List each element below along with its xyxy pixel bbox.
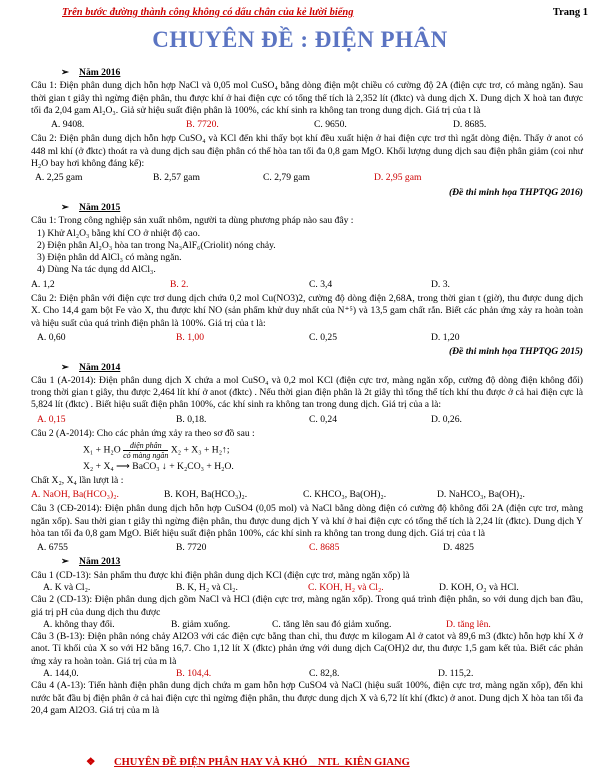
option-d: D. 2,95 gam: [374, 172, 422, 184]
option-c: C. 0,25: [309, 331, 337, 343]
option-b: B. K, H₂ và Cl₂.: [176, 581, 238, 593]
question-text: Câu 2: Điện phân với điện cực trơ dung dịch chứa 0,2 mol Cu(NO3)2, cường độ dòng điện 2,68A, trong thời gian t (giờ), thu được dung dịch X. Cho 14,4 gam bột Fe vào X, thu được khí NO (sản phẩm khử duy nhất của N⁺⁵) và 13,5 gam chất rắn. Biết các phản ứng xảy ra hoàn toàn và hiệu suất của quá trình điện phân là 100%. Giá trị của t là:: [31, 293, 583, 329]
question-text: Câu 1 (CD-13): Sản phẩm thu được khi điện phân dung dịch KCl (điện cực trơ, màng ngăn xốp) là: [31, 569, 410, 581]
year-heading-2016: ➢ Năm 2016: [61, 67, 121, 78]
list-item: 1) Khử Al₂O₃ bằng khí CO ở nhiệt độ cao.: [37, 227, 200, 239]
answer-options: [31, 414, 583, 426]
answer-options: [31, 542, 583, 554]
footer: [86, 757, 410, 769]
question-text: Câu 1 (A-2014): Điện phân dung dịch X chứa a mol CuSO₄ và 0,2 mol KCl (điện cực trơ, màng ngăn xốp, cường độ dòng điện không đổi) trong thời gian t giây, thu được 2,464 lít khí ở anot (đktc) . Nếu thời gian điện phân là 2t giây thì tổng thể tích khí thu được ở cả hai điện cực là 5,824 lít (đktc) . Biết hiệu suất điện phân 100%, các khí sinh ra không tan trong dung dịch. Giá trị của a là:: [31, 374, 583, 411]
year-heading-2015: ➢ Năm 2015: [61, 201, 121, 213]
option-c: C. 9650.: [314, 119, 347, 131]
option-a: A. 0,15: [37, 413, 66, 425]
option-d: D. NaHCO₃, Ba(OH)₂.: [437, 488, 525, 500]
option-a: A. 0,60: [37, 331, 66, 343]
answer-options: [31, 279, 583, 291]
option-b: B. 7720: [176, 542, 207, 554]
option-d: D. 8685.: [453, 119, 487, 131]
diamond-bullet-icon: ❖: [86, 757, 96, 768]
option-b: B. 104,4.: [176, 668, 212, 680]
answer-options: [31, 619, 583, 631]
option-b: B. 0,18.: [176, 413, 207, 425]
answer-options: [31, 119, 583, 131]
content: [31, 64, 583, 717]
option-b: B. 2,57 gam: [153, 172, 200, 184]
option-b: B. 1,00: [176, 331, 204, 343]
question-text: Câu 3 (B-13): Điện phân nóng chảy Al2O3 với các điện cực bằng than chì, thu được m kilogam Al ở catot và 89,6 m3 (đktc) hỗn hợp khí X ở anot. Tỉ khối của X so với H2 bằng 16,7. Cho 1,12 lít X (đktc) phản ứng với dung dịch Ca(OH)2 dư, thu được 1,5 gam kết tủa. Biết các phản ứng xảy ra hoàn toàn. Giá trị của m là: [31, 631, 583, 667]
page-number: Trang 1: [552, 7, 588, 18]
page-title: CHUYÊN ĐỀ : ĐIỆN PHÂN: [152, 27, 448, 52]
option-b: B. 2.: [170, 278, 189, 290]
option-b: B. KOH, Ba(HCO₃)₂.: [164, 488, 248, 500]
option-a: A. 2,25 gam: [35, 172, 83, 184]
header-motto: Trên bước đường thành công không có dấu chân của kẻ lười biếng: [62, 7, 354, 18]
option-d: D. tăng lên.: [446, 618, 491, 630]
arrow-bullet-icon: ➢: [61, 201, 70, 213]
option-b: B. giảm xuống.: [171, 618, 231, 630]
option-a: A. NaOH, Ba(HCO₃)₂.: [31, 488, 119, 500]
option-a: A. không thay đổi.: [43, 618, 115, 630]
reaction-condition: $\frac{\text{điện phân}}{\text{có màng ngăn}}$: [123, 441, 169, 461]
answer-options: [31, 172, 583, 184]
list-item: 3) Điện phân dd AlCl₃ có màng ngăn.: [37, 252, 182, 264]
list-item: 4) Dùng Na tác dụng dd AlCl₃.: [37, 264, 156, 276]
question-text: Câu 4 (A-13): Tiến hành điện phân dung dịch chứa m gam hỗn hợp CuSO4 và NaCl (hiệu suất 100%, điện cực trơ, màng ngăn xốp), đến khi nước bắt đầu bị điện phân ở cả hai điện cực thì ngừng điện phân, thu được dung dịch X và 6,72 lít khí (đktc) ở anot. Dung dịch X hòa tan tối đa 20,4 gam Al2O3. Giá trị của m là: [31, 680, 583, 716]
question-text: Câu 2: Điện phân dung dịch hỗn hợp CuSO₄ và KCl đến khi thấy bọt khí đều xuất hiện ở hai điện cực trơ thì ngắt dòng điện. Thấy ở anot có 448 ml khí (ở đktc) thoát ra và dung dịch sau điện phân có thể hòa tan tối đa 0,8 gam MgO. Khối lượng dung dịch sau điện phân giảm (coi như H₂O bay hơi không đáng kể):: [31, 133, 583, 170]
option-c: C. 8685: [309, 542, 340, 554]
answer-options: [31, 668, 583, 680]
question-text: Câu 1: Điện phân dung dịch hỗn hợp NaCl và 0,05 mol CuSO₄ bằng dòng điện một chiều có cường độ 2A (điện cực trơ, có màng ngăn). Sau thời gian t giây thì ngừng điện phân, thu được khí ở hai điện cực có tổng thể tích là 2,352 lít (đktc) và dung dịch X. Dung dịch X hoà tan được tối đa 2,04 gam Al₂O₃. Giả sử hiệu suất điện phân là 100%, các khí sinh ra không tan trong dung dịch. Giá trị của t là: [31, 80, 583, 116]
question-text: Câu 2 (CD-13): Điện phân dung dịch gồm NaCl và HCl (điện cực trơ, màng ngăn xốp). Trong quá trình điện phân, so với dung dịch ban đầu, giá trị pH của dung dịch thu được: [31, 594, 583, 618]
option-a: A. 144,0.: [43, 668, 79, 680]
option-c: C. 0,24: [309, 413, 337, 425]
option-c: C. KOH, H₂ và Cl₂.: [308, 581, 384, 593]
year-heading-2014: ➢ Năm 2014: [61, 361, 121, 373]
option-d: D. 1,20: [431, 331, 460, 343]
question-text: Câu 3 (CĐ-2014): Điện phân dung dịch hỗn hợp CuSO4 (0,05 mol) và NaCl bằng dòng điện có cường độ không đổi 2A (điện cực trơ, màng ngăn xốp). Sau thời gian t giây thì ngừng điện phân, thu được dung dịch Y và khí ở hai điện cực có tổng thể tích là 2,24 lít (đktc). Dung dịch Y hòa tan tối đa 0,8 gam MgO. Biết hiệu suất điện phân 100%, các khí sinh ra không tan trong dung dịch. Giá trị của t là: [31, 503, 583, 539]
option-b: B. 7720.: [186, 119, 219, 131]
option-c: C. tăng lên sau đó giảm xuống.: [272, 618, 392, 630]
question-text: Chất X₂, X₄ lần lượt là :: [31, 474, 124, 486]
option-a: A. 9408.: [51, 119, 85, 131]
footer-text: CHUYÊN ĐỀ ĐIỆN PHÂN HAY VÀ KHÓ _ NTL_KIÊN GIANG: [114, 757, 410, 768]
option-d: D. 0,26.: [431, 413, 462, 425]
arrow-bullet-icon: ➢: [61, 556, 70, 568]
arrow-bullet-icon: ➢: [61, 361, 70, 373]
reaction-equation-2: X₂ + X₄ ⟶ BaCO₃ ↓ + K₂CO₃ + H₂O.: [83, 461, 234, 473]
arrow-bullet-icon: ➢: [61, 67, 70, 78]
answer-options: [31, 582, 583, 594]
answer-options: [31, 332, 583, 344]
question-text: Câu 1: Trong công nghiệp sản xuất nhôm, người ta dùng phương pháp nào sau đây :: [31, 215, 354, 227]
option-d: D. 4825: [443, 542, 474, 554]
option-c: C. KHCO₃, Ba(OH)₂.: [303, 488, 387, 500]
option-d: D. KOH, O₂ và HCl.: [439, 581, 519, 593]
option-c: C. 2,79 gam: [263, 172, 310, 184]
option-d: D. 115,2.: [438, 668, 474, 680]
reaction-equation-1: X₁ + H₂O $\frac{\text{điện phân}}{\text{có màng ngăn}}$ X₂ + X₃ + H₂↑;: [83, 441, 230, 461]
answer-options: [31, 489, 583, 501]
option-a: A. 1,2: [31, 278, 55, 290]
option-a: A. K và Cl₂.: [43, 581, 91, 593]
question-text: Câu 2 (A-2014): Cho các phản ứng xảy ra theo sơ đồ sau :: [31, 428, 255, 440]
source-note: (Đề thi minh họa THPTQG 2015): [448, 346, 583, 358]
option-c: C. 82,8.: [309, 668, 340, 680]
source-note: (Đề thi minh họa THPTQG 2016): [448, 186, 583, 198]
option-c: C. 3,4: [309, 278, 333, 290]
option-d: D. 3.: [431, 278, 450, 290]
year-heading-2013: ➢ Năm 2013: [61, 556, 121, 568]
option-a: A. 6755: [37, 542, 68, 554]
list-item: 2) Điện phân Al₂O₃ hòa tan trong Na₃AlF₆(Criolit) nóng chảy.: [37, 239, 276, 251]
